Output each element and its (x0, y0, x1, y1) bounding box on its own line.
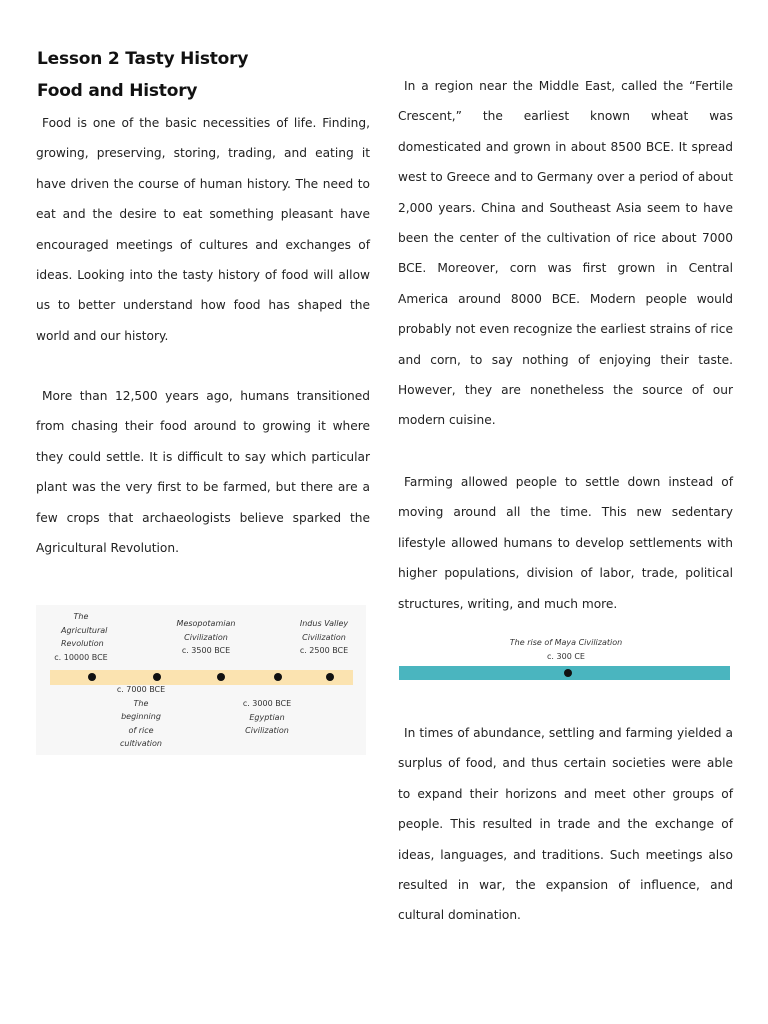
timeline-event-date: c. 7000 BCE (116, 685, 166, 694)
timeline-maya (398, 630, 731, 686)
timeline-event-agricultural-revolution (46, 610, 116, 664)
timeline-dot (326, 673, 334, 681)
timeline-event-indus-valley (289, 617, 359, 658)
timeline-event-date: c. 3000 BCE (242, 699, 292, 708)
lesson-title: Lesson 2 Tasty History (37, 49, 249, 69)
right-paragraph-2: Farming allowed people to settle down instead of moving around all the time. This new sedentary lifestyle allowed humans to develop settlements with higher populations, division of labor, trade, political structures, writing, and much more. (398, 475, 733, 611)
timeline-dot (217, 673, 225, 681)
timeline-event-date: c. 10000 BCE (54, 652, 108, 662)
timeline-event-name: The Agricultural Revolution (61, 612, 108, 648)
timeline-event-rice-cultivation (108, 683, 174, 751)
timeline-event-name: Mesopotamian Civilization (176, 619, 236, 642)
timeline-event-name: Egyptian Civilization (245, 712, 289, 735)
timeline-dot (88, 673, 96, 681)
timeline-event-egyptian (234, 697, 300, 738)
timeline-event-name: The beginning of rice cultivation (119, 698, 162, 748)
timeline-event-date: c. 300 CE (547, 651, 585, 661)
section-title: Food and History (37, 81, 198, 101)
left-paragraph-1: Food is one of the basic necessities of life. Finding, growing, preserving, storing, trading, and eating it have driven the course of human history. The need to eat and the desire to eat something pleasant have encouraged meetings of cultures and exchanges of ideas. Looking into the tasty history of food will allow us to better understand how food has shaped the world and our history. (36, 116, 370, 343)
timeline-ancient (36, 605, 366, 755)
timeline-event-mesopotamian (166, 617, 246, 658)
timeline-event-name: Indus Valley Civilization (299, 619, 349, 642)
timeline-event-maya (488, 636, 644, 663)
timeline-dot (153, 673, 161, 681)
timeline-dot (274, 673, 282, 681)
timeline-dot (564, 669, 572, 677)
timeline-event-date: c. 3500 BCE (181, 646, 231, 655)
right-paragraph-1: In a region near the Middle East, called the “Fertile Crescent,” the earliest known wheat was domesticated and grown in about 8500 BCE. It spread west to Greece and to Germany over a period of about 2,000 years. China and Southeast Asia seem to have been the center of the cultivation of rice about 7000 BCE. Moreover, corn was first grown in Central America around 8000 BCE. Modern people would probably not even recognize the earliest strains of rice and corn, to say nothing of enjoying their taste. However, they are nonetheless the source of our modern cuisine. (398, 79, 733, 428)
right-paragraph-3: In times of abundance, settling and farming yielded a surplus of food, and thus certain societies were able to expand their horizons and meet other groups of people. This resulted in trade and the exchange of ideas, languages, and traditions. Such meetings also resulted in war, the expansion of influence, and cultural domination. (398, 726, 733, 923)
timeline-event-date: c. 2500 BCE (299, 646, 349, 655)
left-paragraph-2: More than 12,500 years ago, humans transitioned from chasing their food around to growing it where they could settle. It is difficult to say which particular plant was the very first to be farmed, but there are a few crops that archaeologists believe sparked the Agricultural Revolution. (36, 389, 370, 556)
timeline-event-name: The rise of Maya Civilization (509, 638, 623, 647)
